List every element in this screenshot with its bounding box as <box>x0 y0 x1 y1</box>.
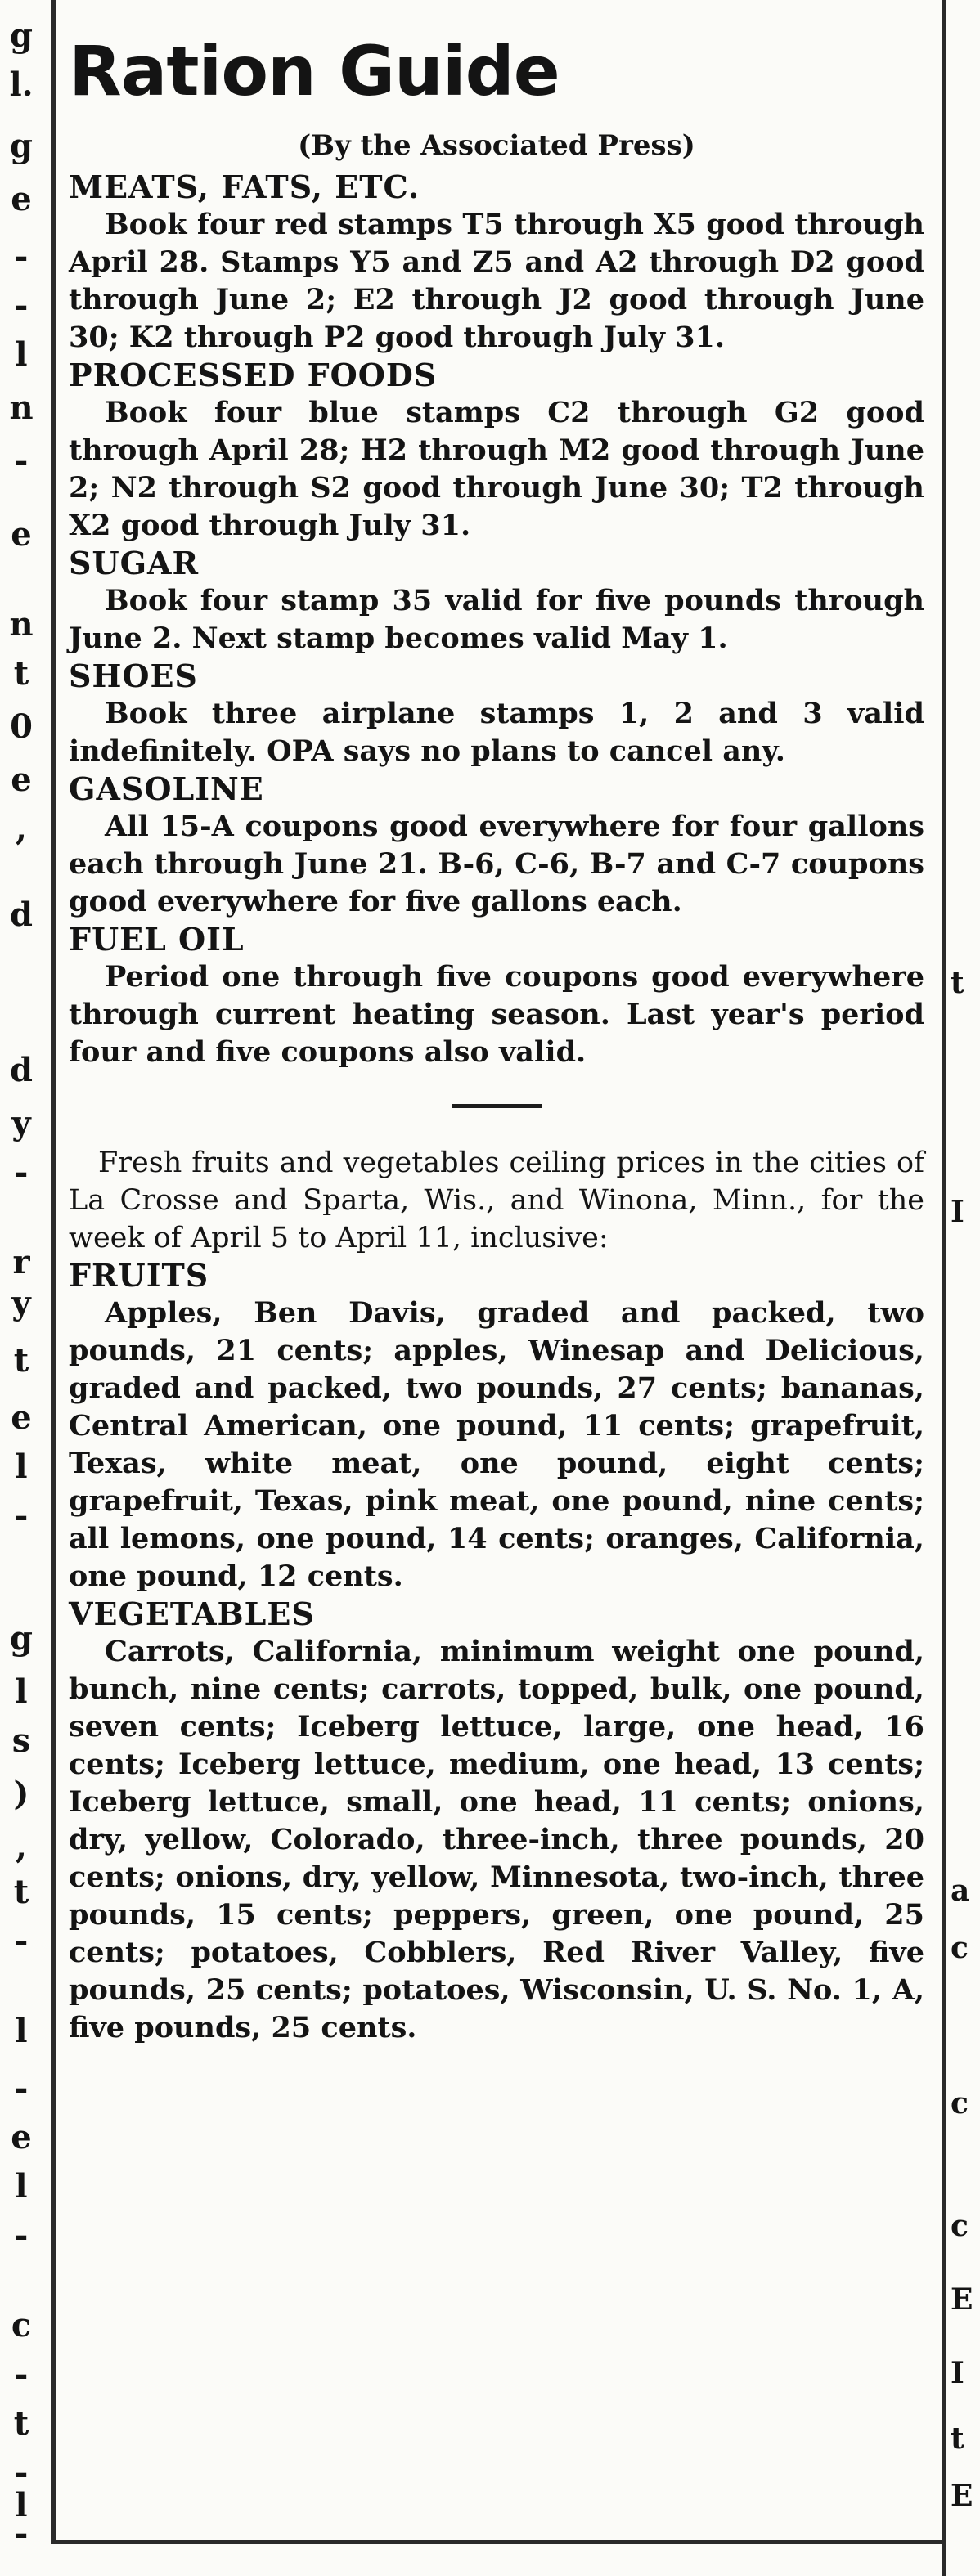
left-fragment: - <box>14 2069 29 2107</box>
left-fragment: - <box>14 2515 29 2553</box>
left-fragment: - <box>14 1497 29 1535</box>
left-fragment: - <box>14 1922 29 1960</box>
right-fragment: E <box>951 2479 973 2513</box>
left-fragment: d <box>10 895 33 934</box>
article-byline: (By the Associated Press) <box>298 129 695 162</box>
produce-section-vegetables <box>69 1595 924 2047</box>
left-fragment: - <box>14 2355 29 2394</box>
left-fragment: l <box>15 1447 28 1486</box>
left-fragment: g <box>10 127 33 165</box>
ration-section-shoes <box>69 657 924 770</box>
article-title: Ration Guide <box>69 31 560 111</box>
section-heading: FUEL OIL <box>69 921 245 958</box>
right-fragment: c <box>951 2209 969 2243</box>
left-fragment: - <box>14 286 29 325</box>
section-text: Period one through five coupons good everywhere through current heating season. Last year's period four and five coupons also valid. <box>69 960 924 1069</box>
left-margin-fragments <box>5 16 38 2553</box>
left-fragment: e <box>11 2118 32 2156</box>
left-fragment: e <box>11 1398 32 1437</box>
right-fragment: I <box>951 2356 964 2390</box>
left-fragment: - <box>14 2453 29 2492</box>
right-fragment: t <box>951 966 964 1000</box>
right-fragment: I <box>951 1195 964 1229</box>
left-fragment: l. <box>9 65 34 104</box>
section-heading: PROCESSED FOODS <box>69 357 438 393</box>
left-fragment: n <box>9 605 34 644</box>
right-fragment: c <box>951 1931 969 1965</box>
left-fragment: l <box>15 1672 28 1711</box>
left-fragment: e <box>11 761 32 799</box>
section-text: Apples, Ben Davis, graded and packed, two pounds, 21 cents; apples, Winesap and Delicious, graded and packed, two pounds, 27 cents; bananas, Central American, one pound, 11 cents; grapefruit, Texas, white meat, one pound, eight cents; grapefruit, Texas, pink meat, one pound, nine cents; all lemons, one pound, 14 cents; oranges, California, one pound, 12 cents. <box>69 1296 924 1593</box>
right-fragment: E <box>951 2282 973 2317</box>
produce-section-fruits <box>69 1257 924 1595</box>
left-fragment: l <box>15 335 28 374</box>
section-text: Book four stamp 35 valid for five pounds through June 2. Next stamp becomes valid May 1. <box>69 584 924 655</box>
left-fragment: y <box>11 1284 31 1322</box>
produce-intro: Fresh fruits and vegetables ceiling prices in the cities of La Crosse and Sparta, Wis., and Winona, Minn., for the week of April 5 to April 11, inclusive: <box>69 1147 924 1254</box>
left-fragment: , <box>16 810 27 848</box>
section-text: Book three airplane stamps 1, 2 and 3 valid indefinitely. OPA says no plans to cancel any. <box>69 697 924 768</box>
section-text: Carrots, California, minimum weight one pound, bunch, nine cents; carrots, topped, bulk, one pound, seven cents; Iceberg lettuce, large, one head, 16 cents; Iceberg lettuce, medium, one head, 13 cents; Iceberg lettuce, small, one head, 11 cents; onions, dry, yellow, Colorado, three-inch, three pounds, 20 cents; onions, dry, yellow, Minnesota, two-inch, three pounds, 15 cents; peppers, green, one pound, 25 cents; potatoes, Cobblers, Red River Valley, five pounds, 25 cents; potatoes, Wisconsin, U. S. No. 1, A, five pounds, 25 cents. <box>69 1635 924 2044</box>
left-fragment: d <box>10 1051 33 1089</box>
left-fragment: - <box>14 1153 29 1192</box>
section-heading: FRUITS <box>69 1257 209 1294</box>
left-fragment: n <box>9 388 34 427</box>
section-text: Book four red stamps T5 through X5 good through April 28. Stamps Y5 and Z5 and A2 through D2 good through June 2; E2 through J2 good through June 30; K2 through P2 good through July 31. <box>69 208 924 354</box>
left-fragment: - <box>14 237 29 276</box>
ration-section-processed-foods <box>69 357 924 545</box>
right-fragment: c <box>951 2086 969 2120</box>
section-heading: MEATS, FATS, ETC. <box>69 168 420 205</box>
section-heading: SUGAR <box>69 545 200 581</box>
left-fragment: s <box>11 1721 31 1760</box>
left-fragment: g <box>10 1619 33 1658</box>
left-fragment: ) <box>13 1775 29 1813</box>
column-rule-left <box>51 0 56 2543</box>
left-fragment: r <box>12 1243 30 1281</box>
section-heading: VEGETABLES <box>69 1595 315 1632</box>
left-fragment: g <box>10 16 33 55</box>
ration-guide-article <box>69 26 924 2047</box>
ration-section-fuel-oil <box>69 921 924 1071</box>
column-rule-bottom <box>51 2540 946 2544</box>
left-fragment: , <box>16 1828 27 1866</box>
left-fragment: l <box>15 2012 28 2050</box>
left-fragment: l <box>15 2167 28 2206</box>
left-fragment: - <box>14 2216 29 2255</box>
left-fragment: e <box>11 180 32 218</box>
section-text: Book four blue stamps C2 through G2 good through April 28; H2 through M2 good through June 2; N2 through S2 good through June 30; T2 through X2 good through July 31. <box>69 396 924 542</box>
left-fragment: y <box>11 1104 31 1142</box>
left-fragment: - <box>14 442 29 480</box>
left-fragment: t <box>13 1341 29 1380</box>
section-heading: GASOLINE <box>69 770 264 807</box>
left-fragment: t <box>13 1873 29 1911</box>
section-divider <box>452 1104 542 1108</box>
section-text: All 15-A coupons good everywhere for four gallons each through June 21. B-6, C-6, B-7 and C-7 coupons good everywhere for five gallons each. <box>69 810 924 918</box>
right-fragment: t <box>951 2421 964 2456</box>
ration-section-meats <box>69 168 924 357</box>
column-rule-right <box>942 0 946 2576</box>
left-fragment: c <box>11 2306 32 2345</box>
right-margin-fragments <box>949 0 978 2576</box>
ration-section-sugar <box>69 545 924 657</box>
ration-section-gasoline <box>69 770 924 921</box>
section-heading: SHOES <box>69 657 198 694</box>
left-fragment: t <box>13 654 29 693</box>
left-fragment: t <box>13 2404 29 2443</box>
left-fragment: 0 <box>10 707 33 746</box>
left-fragment: l <box>15 2486 28 2524</box>
left-fragment: e <box>11 515 32 554</box>
right-fragment: a <box>951 1874 970 1908</box>
